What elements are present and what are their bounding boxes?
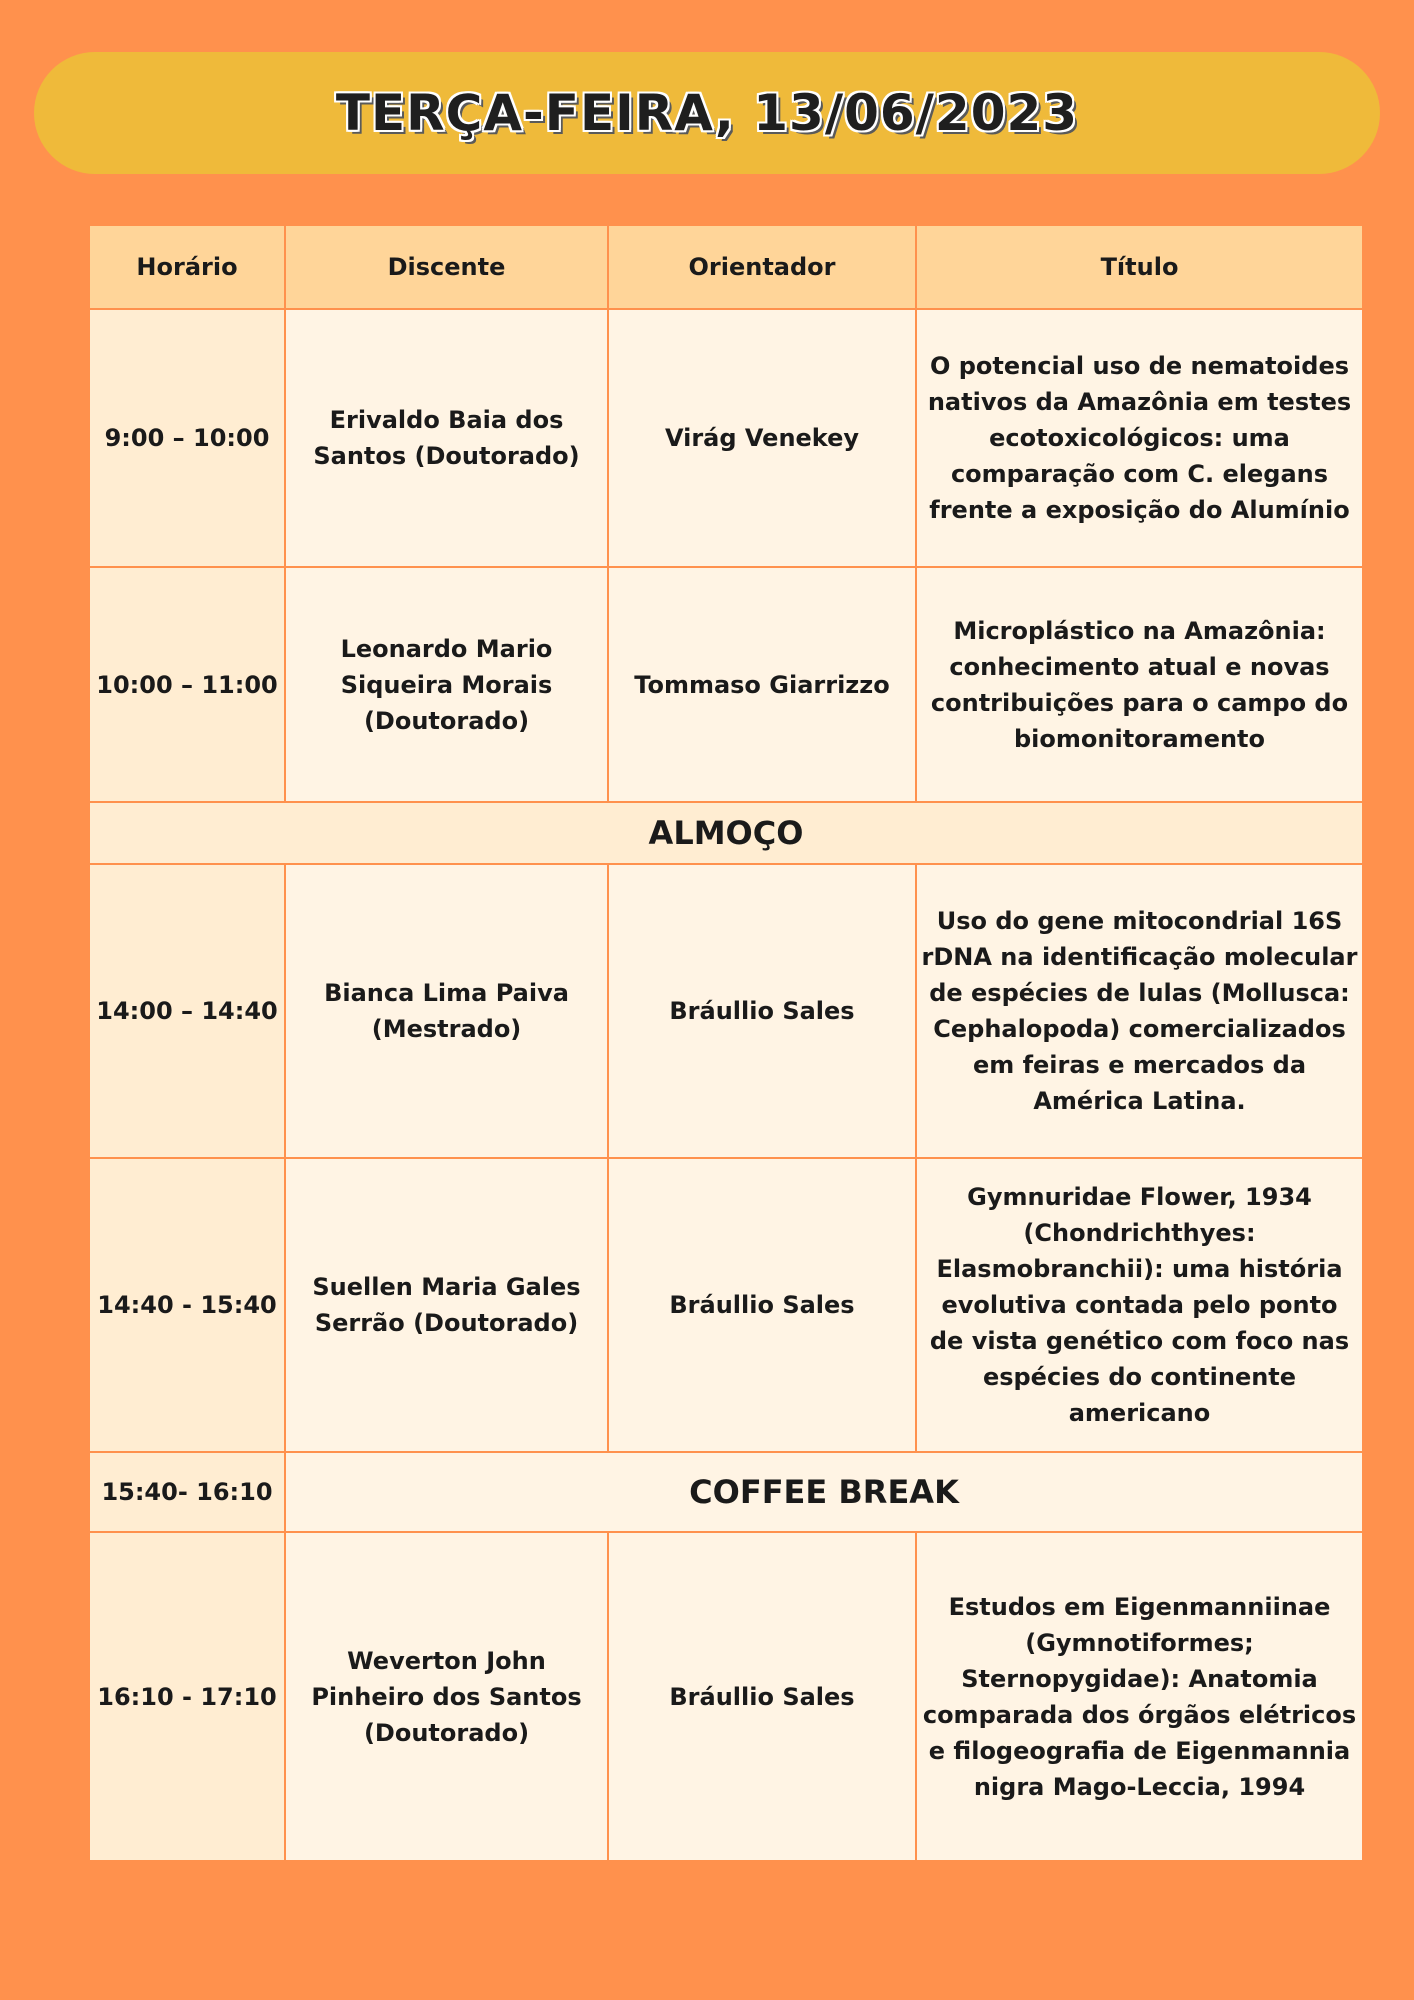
table-row — [89, 1158, 1363, 1452]
table-row — [89, 1532, 1363, 1861]
row-student: Weverton John Pinheiro dos Santos (Doutorado) — [285, 1532, 608, 1861]
column-header-student: Discente — [285, 225, 608, 309]
lunch-label: ALMOÇO — [89, 802, 1363, 864]
table-row — [89, 864, 1363, 1158]
row-time: 9:00 – 10:00 — [89, 309, 285, 567]
row-title: O potencial uso de nematoides nativos da Amazônia em testes ecotoxicológicos: uma comparação com C. elegans frente a exposição do Alumínio — [916, 309, 1363, 567]
row-advisor: Virág Venekey — [608, 309, 916, 567]
row-student: Leonardo Mario Siqueira Morais (Doutorado) — [285, 567, 608, 802]
coffee-break-label: COFFEE BREAK — [285, 1452, 1363, 1532]
table-row — [89, 309, 1363, 567]
schedule-table — [88, 224, 1364, 1862]
column-header-time: Horário — [89, 225, 285, 309]
coffee-break-time: 15:40- 16:10 — [89, 1452, 285, 1532]
table-row — [89, 567, 1363, 802]
row-time: 14:00 – 14:40 — [89, 864, 285, 1158]
row-title: Microplástico na Amazônia: conhecimento atual e novas contribuições para o campo do biomonitoramento — [916, 567, 1363, 802]
page-title: TERÇA-FEIRA, 13/06/2023 — [335, 84, 1079, 142]
table-header-row — [89, 225, 1363, 309]
row-time: 16:10 - 17:10 — [89, 1532, 285, 1861]
row-advisor: Bráullio Sales — [608, 864, 916, 1158]
coffee-break-row — [89, 1452, 1363, 1532]
row-title: Uso do gene mitocondrial 16S rDNA na identificação molecular de espécies de lulas (Mollusca: Cephalopoda) comercializados em feiras e mercados da América Latina. — [916, 864, 1363, 1158]
row-advisor: Bráullio Sales — [608, 1158, 916, 1452]
row-title: Estudos em Eigenmanniinae (Gymnotiformes; Sternopygidae): Anatomia comparada dos órgãos elétricos e filogeografia de Eigenmannia nigra Mago-Leccia, 1994 — [916, 1532, 1363, 1861]
row-time: 10:00 – 11:00 — [89, 567, 285, 802]
lunch-row — [89, 802, 1363, 864]
column-header-title: Título — [916, 225, 1363, 309]
row-advisor: Tommaso Giarrizzo — [608, 567, 916, 802]
row-student: Bianca Lima Paiva (Mestrado) — [285, 864, 608, 1158]
row-title: Gymnuridae Flower, 1934 (Chondrichthyes: Elasmobranchii): uma história evolutiva contada pelo ponto de vista genético com foco nas espécies do continente americano — [916, 1158, 1363, 1452]
row-student: Suellen Maria Gales Serrão (Doutorado) — [285, 1158, 608, 1452]
column-header-advisor: Orientador — [608, 225, 916, 309]
row-advisor: Bráullio Sales — [608, 1532, 916, 1861]
title-banner — [34, 52, 1380, 174]
row-student: Erivaldo Baia dos Santos (Doutorado) — [285, 309, 608, 567]
row-time: 14:40 - 15:40 — [89, 1158, 285, 1452]
